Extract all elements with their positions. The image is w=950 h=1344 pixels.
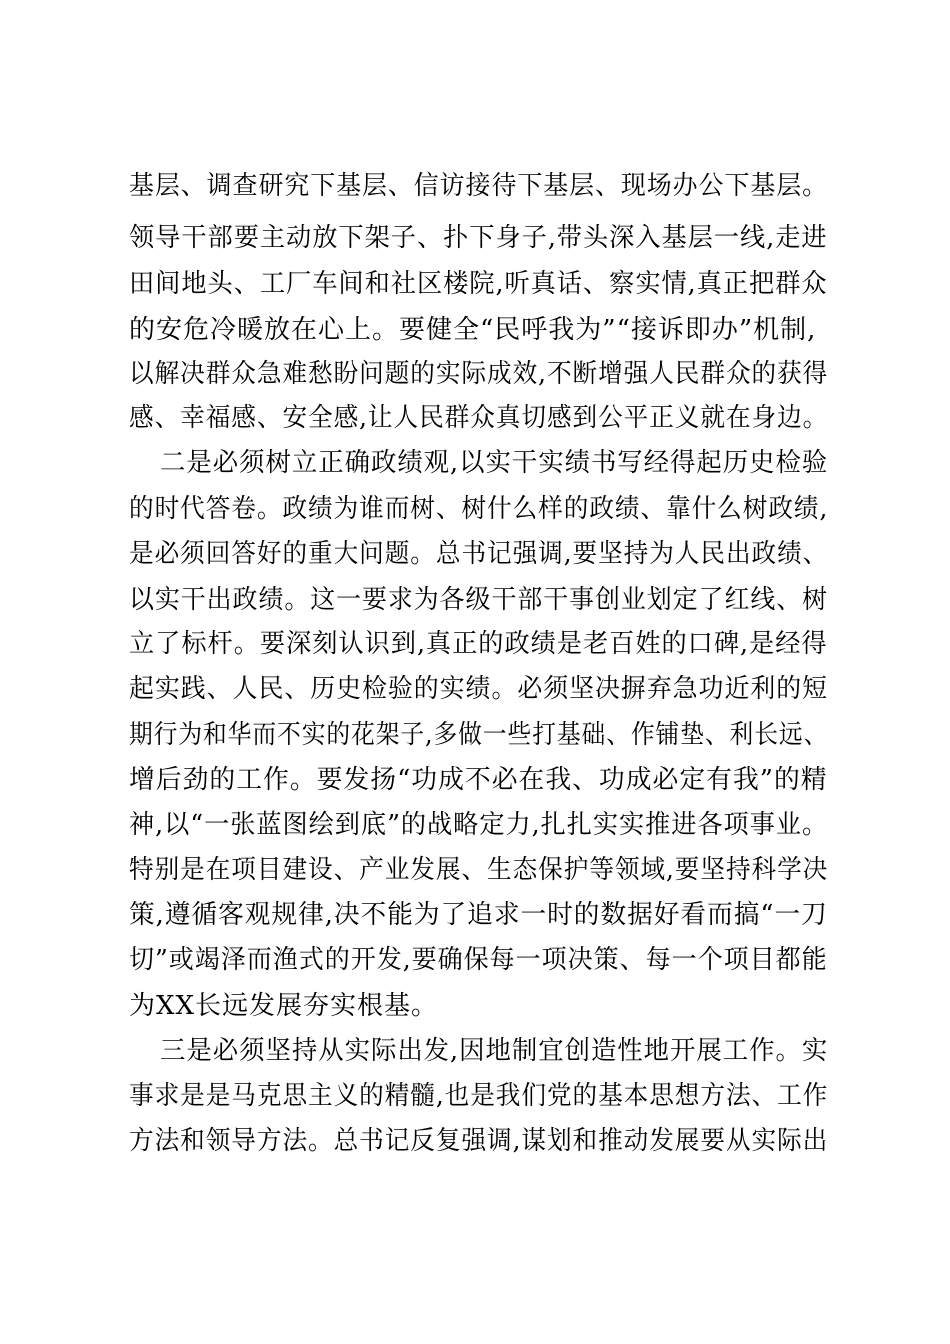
text-line: 期行为和华而不实的花架子,多做一些打基础、作铺垫、利长远、 <box>129 720 829 750</box>
text-line: 为XX长远发展夯实根基。 <box>129 991 439 1021</box>
text-line: 领导干部要主动放下架子、扑下身子,带头深入基层一线,走进 <box>129 223 828 253</box>
text-line: 切”或竭泽而渔式的开发,要确保每一项决策、每一个项目都能 <box>129 945 828 975</box>
text-line: 神,以“一张蓝图绘到底”的战略定力,扎扎实实推进各项事业。 <box>129 810 829 840</box>
text-line: 增后劲的工作。要发扬“功成不必在我、功成必定有我”的精 <box>129 765 828 795</box>
text-line: 事求是是马克思主义的精髓,也是我们党的基本思想方法、工作 <box>129 1081 829 1111</box>
text-line: 起实践、人民、历史检验的实绩。必须坚决摒弃急功近利的短 <box>129 674 829 704</box>
text-line: 的安危冷暖放在心上。要健全“民呼我为”“接诉即办”机制, <box>129 315 817 345</box>
text-line: 是必须回答好的重大问题。总书记强调,要坚持为人民出政绩、 <box>129 539 829 569</box>
text-line: 特别是在项目建设、产业发展、生态保护等领域,要坚持科学决 <box>129 855 829 885</box>
text-line: 感、幸福感、安全感,让人民群众真切感到公平正义就在身边。 <box>129 403 829 433</box>
text-line: 以解决群众急难愁盼问题的实际成效,不断增强人民群众的获得 <box>129 359 829 389</box>
text-line: 基层、调查研究下基层、信访接待下基层、现场办公下基层。 <box>129 171 829 201</box>
text-line: 方法和领导方法。总书记反复强调,谋划和推动发展要从实际出 <box>129 1126 829 1156</box>
text-line: 三是必须坚持从实际出发,因地制宜创造性地开展工作。实 <box>160 1036 829 1066</box>
text-line: 立了标杆。要深刻认识到,真正的政绩是老百姓的口碑,是经得 <box>129 629 828 659</box>
text-line: 以实干出政绩。这一要求为各级干部干事创业划定了红线、树 <box>129 585 829 615</box>
text-line: 的时代答卷。政绩为谁而树、树什么样的政绩、靠什么树政绩, <box>129 494 829 524</box>
text-line: 田间地头、工厂车间和社区楼院,听真话、察实情,真正把群众 <box>129 269 828 299</box>
text-line: 策,遵循客观规律,决不能为了追求一时的数据好看而搞“一刀 <box>129 900 828 930</box>
text-line: 二是必须树立正确政绩观,以实干实绩书写经得起历史检验 <box>160 448 829 478</box>
